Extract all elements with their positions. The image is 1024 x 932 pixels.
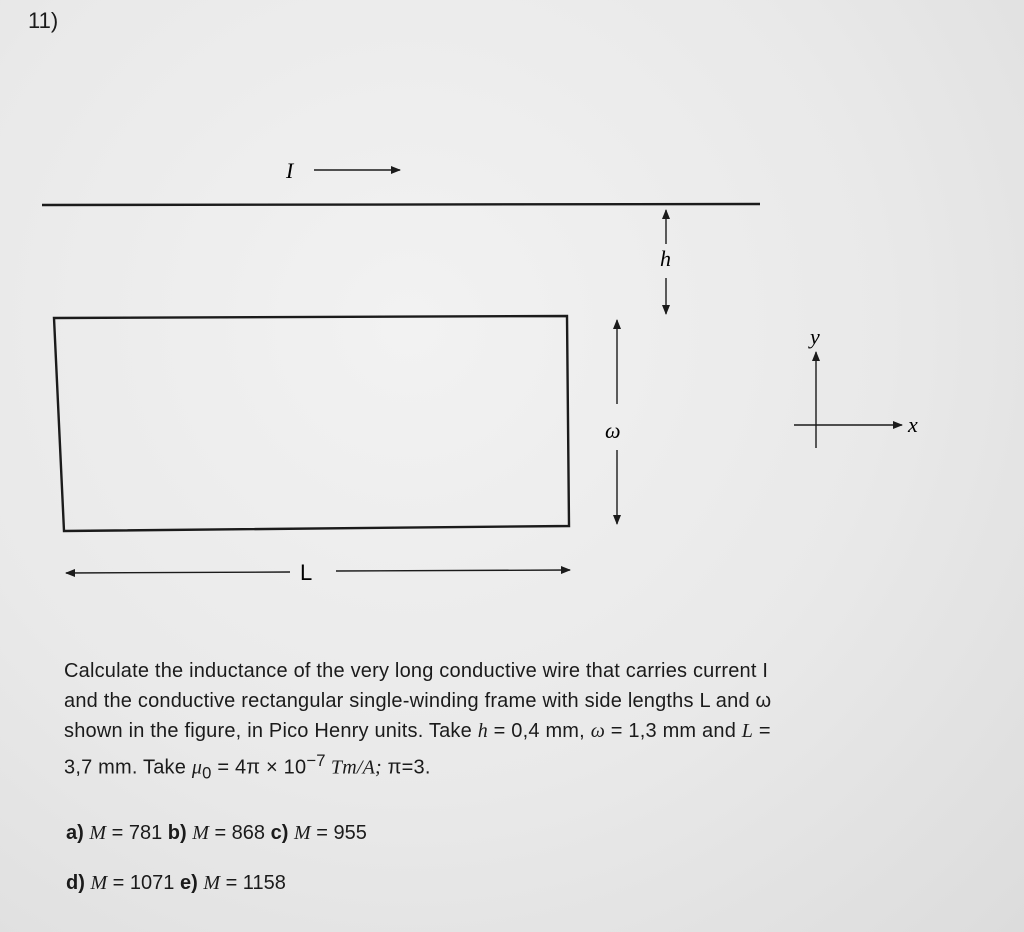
option-b-var: M <box>192 822 209 844</box>
option-d-var: M <box>90 872 108 894</box>
math-mu: μ <box>191 756 203 779</box>
problem-text: = 1,3 mm and <box>605 720 742 742</box>
problem-text: = 4π × 10 <box>211 756 307 779</box>
option-d-value: = 1071 <box>107 872 175 894</box>
option-d-letter: d) <box>66 872 85 894</box>
option-c-value: = 955 <box>310 822 367 844</box>
math-exponent: −7 <box>306 751 326 770</box>
problem-text: π=3. <box>381 756 431 779</box>
option-e-letter: e) <box>179 872 198 894</box>
x-axis-label: x <box>908 412 918 437</box>
options-row-1 <box>66 822 367 845</box>
y-axis-label: y <box>810 324 820 349</box>
option-b-value: = 868 <box>208 822 266 844</box>
problem-text: 3,7 mm. Take <box>64 756 192 779</box>
problem-line-2: and the conductive rectangular single-winding frame with side lengths L and ω <box>64 690 772 712</box>
question-number: 11) <box>28 8 59 33</box>
rectangular-frame <box>54 316 569 531</box>
option-a-value: = 781 <box>106 822 163 844</box>
length-arrow-right <box>336 570 570 571</box>
option-e-var: M <box>203 872 221 894</box>
problem-line-3 <box>64 716 964 746</box>
h-label: h <box>660 246 671 271</box>
math-subscript: 0 <box>202 763 212 783</box>
length-label: L <box>300 560 313 585</box>
math-omega: ω <box>590 720 606 742</box>
problem-line-4 <box>64 746 964 789</box>
option-a-letter: a) <box>66 822 84 844</box>
problem-statement <box>64 656 964 789</box>
math-unit: Tm/A; <box>325 756 382 779</box>
long-wire <box>42 204 760 205</box>
problem-text: = <box>753 720 771 742</box>
math-L: L <box>741 720 754 742</box>
problem-text: = 0,4 mm, <box>487 720 591 742</box>
current-label: I <box>286 158 294 183</box>
options-row-2 <box>66 872 286 895</box>
option-c-letter: c) <box>270 822 289 844</box>
length-arrow-left <box>66 572 290 573</box>
problem-line-1: Calculate the inductance of the very long conductive wire that carries current I <box>64 660 769 682</box>
omega-label: ω <box>605 418 621 443</box>
option-a-var: M <box>89 822 107 844</box>
option-c-var: M <box>293 822 311 844</box>
math-h: h <box>477 720 488 742</box>
option-e-value: = 1158 <box>220 872 286 894</box>
option-b-letter: b) <box>167 822 187 844</box>
problem-text: shown in the figure, in Pico Henry units. Take <box>64 720 478 742</box>
